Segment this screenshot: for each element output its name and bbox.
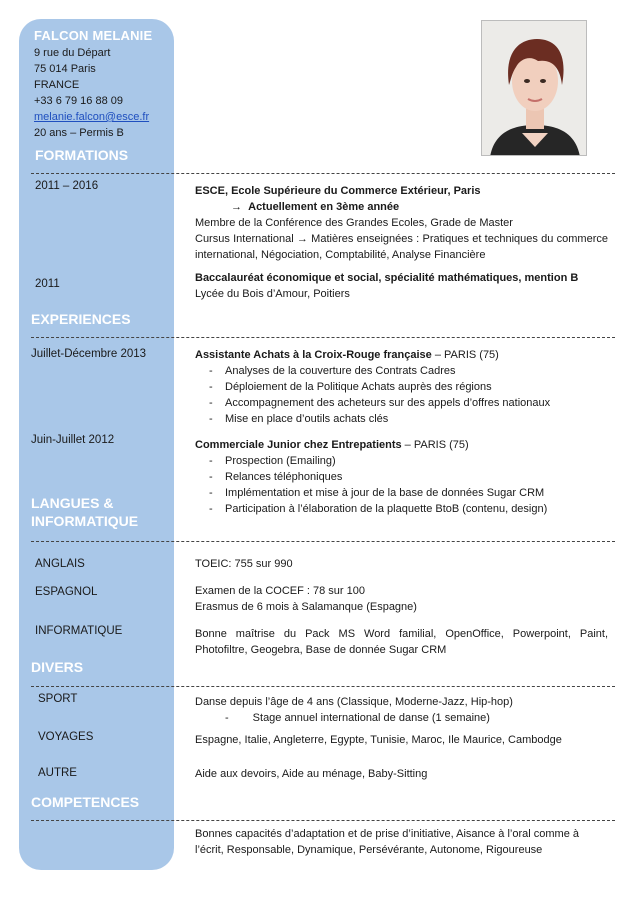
phone-number: +33 6 79 16 88 09: [34, 95, 123, 107]
arrow-icon: →: [231, 201, 242, 213]
experience-task-list: [209, 453, 608, 517]
experience-date: Juin-Juillet 2012: [31, 434, 115, 446]
section-title-experiences: EXPERIENCES: [31, 311, 131, 327]
experience-entry: [195, 347, 608, 427]
formation-detail: Cursus International → Matières enseignées : Pratiques et techniques du commerce international, Négociation, Comptabilité, Analyse Financière: [195, 233, 608, 261]
divers-label: VOYAGES: [38, 731, 94, 743]
contact-block: [34, 28, 152, 141]
section-divider: [31, 173, 615, 174]
list-item: - Relances téléphoniques: [209, 469, 608, 485]
section-title-line: LANGUES &: [31, 495, 114, 511]
formation-entry-bac: [195, 270, 608, 302]
list-item: - Mise en place d’outils achats clés: [209, 411, 608, 427]
section-divider: [31, 686, 615, 687]
section-divider: [31, 541, 615, 542]
experience-title: Commerciale Junior chez Entrepatients: [195, 439, 402, 451]
divers-detail: Aide aux devoirs, Aide au ménage, Baby-Sitting: [195, 768, 428, 780]
divers-detail: [195, 694, 608, 726]
language-label: ESPAGNOL: [35, 586, 98, 598]
portrait-image: [482, 21, 587, 156]
formation-title: ESCE, Ecole Supérieure du Commerce Extérieur, Paris: [195, 185, 481, 197]
formation-date: 2011 – 2016: [35, 180, 99, 192]
list-item: - Implémentation et mise à jour de la base de données Sugar CRM: [209, 485, 608, 501]
formation-detail: Lycée du Bois d’Amour, Poitiers: [195, 288, 350, 300]
list-item: - Participation à l’élaboration de la plaquette BtoB (contenu, design): [209, 501, 608, 517]
experience-entry: [195, 437, 608, 517]
competences-detail: Bonnes capacités d’adaptation et de prise d’initiative, Aisance à l’oral comme à l’écrit, Responsable, Dynamique, Persévérante, Autonome, Rigoureuse: [195, 828, 580, 856]
skills-label: INFORMATIQUE: [35, 625, 123, 637]
address-street: 9 rue du Départ: [34, 47, 111, 59]
divers-line: Stage annuel international de danse (1 semaine): [252, 712, 490, 724]
formation-subtitle: Actuellement en 3ème année: [248, 201, 400, 213]
experience-title: Assistante Achats à la Croix-Rouge française: [195, 349, 432, 361]
skills-detail: Bonne maîtrise du Pack MS Word familial, OpenOffice, Powerpoint, Paint, Photofiltre, Geogebra, Base de donnée Sugar CRM: [195, 628, 608, 656]
profile-photo: [481, 20, 587, 156]
section-title-line: INFORMATIQUE: [31, 513, 139, 529]
dash-bullet: -: [225, 712, 229, 724]
section-title-formations: FORMATIONS: [35, 147, 129, 163]
language-detail: [195, 583, 608, 615]
section-title-competences: COMPETENCES: [31, 794, 140, 810]
section-divider: [31, 820, 615, 821]
divers-label: SPORT: [38, 693, 78, 705]
email-link[interactable]: melanie.falcon@esce.fr: [34, 111, 150, 123]
experience-date: Juillet-Décembre 2013: [31, 348, 147, 360]
language-label: ANGLAIS: [35, 558, 85, 570]
language-detail: TOEIC: 755 sur 990: [195, 558, 293, 570]
address-country: FRANCE: [34, 79, 80, 91]
divers-line: Danse depuis l’âge de 4 ans (Classique, Moderne-Jazz, Hip-hop): [195, 696, 513, 708]
experience-place: – PARIS (75): [401, 439, 469, 451]
section-title-divers: DIVERS: [31, 659, 84, 675]
list-item: - Prospection (Emailing): [209, 453, 608, 469]
list-item: - Analyses de la couverture des Contrats Cadres: [209, 363, 608, 379]
address-city: 75 014 Paris: [34, 63, 96, 75]
language-line: Examen de la COCEF : 78 sur 100: [195, 585, 365, 597]
formation-title: Baccalauréat économique et social, spécialité mathématiques, mention B: [195, 272, 579, 284]
candidate-name: FALCON MELANIE: [34, 28, 153, 43]
experience-task-list: [209, 363, 608, 427]
experience-place: – PARIS (75): [431, 349, 499, 361]
age-license: 20 ans – Permis B: [34, 127, 124, 139]
divers-label: AUTRE: [38, 767, 77, 779]
section-title-langues: [31, 494, 138, 530]
list-item: - Déploiement de la Politique Achats auprès des régions: [209, 379, 608, 395]
formation-entry-esce: [195, 183, 608, 263]
section-divider: [31, 337, 615, 338]
formation-detail: Membre de la Conférence des Grandes Ecoles, Grade de Master: [195, 217, 513, 229]
language-line: Erasmus de 6 mois à Salamanque (Espagne): [195, 601, 417, 613]
formation-date: 2011: [35, 278, 60, 290]
divers-detail: Espagne, Italie, Angleterre, Egypte, Tunisie, Maroc, Ile Maurice, Cambodge: [195, 734, 562, 746]
list-item: - Accompagnement des acheteurs sur des appels d’offres nationaux: [209, 395, 608, 411]
